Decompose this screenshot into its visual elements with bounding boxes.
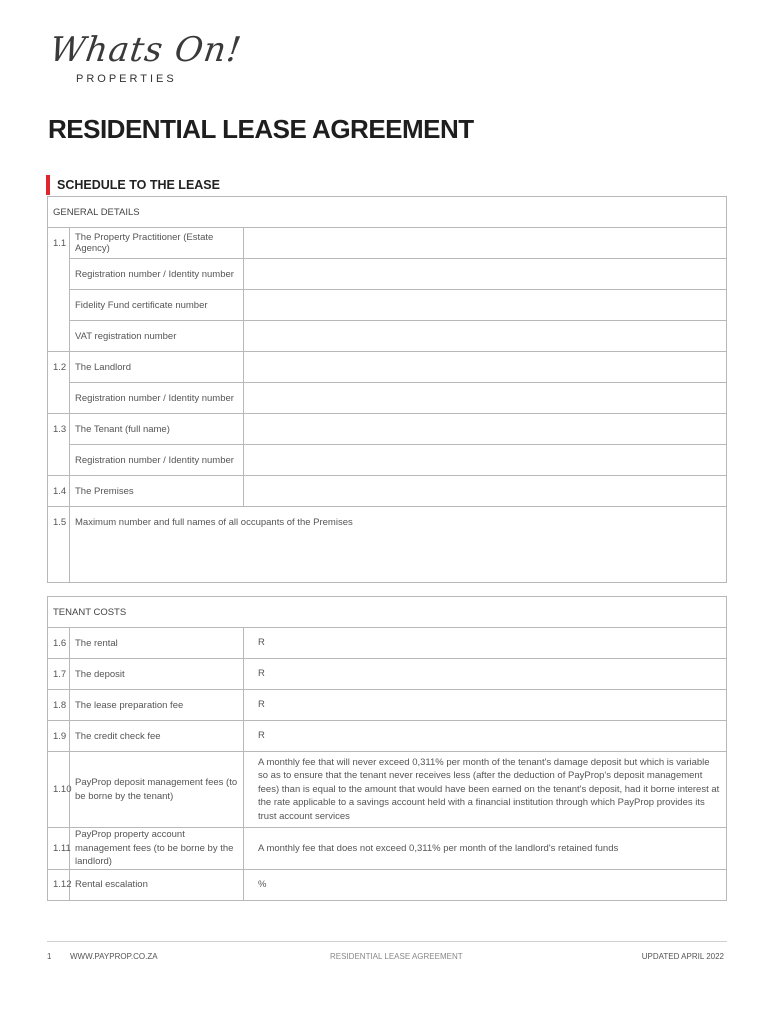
- field-label: The Tenant (full name): [70, 414, 244, 445]
- footer-divider: [47, 941, 727, 942]
- footer-website-link[interactable]: WWW.PAYPROP.CO.ZA: [70, 952, 158, 961]
- field-input[interactable]: [244, 445, 727, 476]
- field-label: The Landlord: [70, 352, 244, 383]
- field-input[interactable]: [244, 321, 727, 352]
- credit-check-input[interactable]: R: [244, 721, 727, 752]
- field-label: The rental: [70, 628, 244, 659]
- field-label: Registration number / Identity number: [70, 445, 244, 476]
- field-label: The Property Practitioner (Estate Agency): [70, 228, 244, 259]
- occupants-field[interactable]: Maximum number and full names of all occupants of the Premises: [70, 507, 727, 583]
- table-header: TENANT COSTS: [48, 597, 727, 628]
- row-number: 1.2: [48, 352, 70, 414]
- footer-updated-date: UPDATED APRIL 2022: [641, 952, 724, 961]
- field-input[interactable]: [244, 476, 727, 507]
- page-number: 1: [47, 952, 52, 961]
- field-label: The credit check fee: [70, 721, 244, 752]
- field-input[interactable]: [244, 228, 727, 259]
- logo-subtitle: PROPERTIES: [76, 73, 177, 85]
- field-label: PayProp deposit management fees (to be borne by the tenant): [70, 752, 244, 828]
- document-title: RESIDENTIAL LEASE AGREEMENT: [48, 114, 474, 144]
- escalation-input[interactable]: %: [244, 869, 727, 900]
- field-label: VAT registration number: [70, 321, 244, 352]
- field-input[interactable]: [244, 414, 727, 445]
- company-logo: [47, 30, 245, 90]
- field-input[interactable]: [244, 290, 727, 321]
- field-label: Rental escalation: [70, 869, 244, 900]
- field-label: PayProp property account management fees (to be borne by the landlord): [70, 828, 244, 870]
- field-label: The lease preparation fee: [70, 690, 244, 721]
- field-input[interactable]: [244, 259, 727, 290]
- row-number: 1.5: [48, 507, 70, 583]
- row-number: 1.4: [48, 476, 70, 507]
- field-label: The Premises: [70, 476, 244, 507]
- field-label: The deposit: [70, 659, 244, 690]
- lease-fee-input[interactable]: R: [244, 690, 727, 721]
- row-number: 1.3: [48, 414, 70, 476]
- row-number: 1.12: [48, 869, 70, 900]
- field-label: Registration number / Identity number: [70, 259, 244, 290]
- account-management-fee-text: A monthly fee that does not exceed 0,311% per month of the landlord's retained funds: [244, 828, 727, 870]
- row-number: 1.9: [48, 721, 70, 752]
- general-details-table: [47, 196, 727, 583]
- table-header: GENERAL DETAILS: [48, 197, 727, 228]
- footer-document-name: RESIDENTIAL LEASE AGREEMENT: [330, 952, 463, 961]
- deposit-management-fee-text: A monthly fee that will never exceed 0,311% per month of the tenant's damage deposit but which is variable so as to ensure that the tenant never receives less (after the deduction of PayProp's deposit management fees) than is equal to the amount that would have been earned on the tenant's deposit, had it borne interest at the rate applicable to a savings account held with a financial institution through which PayProp provides its trust account services: [244, 752, 727, 828]
- section-title: SCHEDULE TO THE LEASE: [57, 178, 220, 192]
- logo-script-text: Whats On!: [47, 30, 245, 70]
- field-input[interactable]: [244, 383, 727, 414]
- row-number: 1.6: [48, 628, 70, 659]
- rental-input[interactable]: R: [244, 628, 727, 659]
- row-number: 1.8: [48, 690, 70, 721]
- row-number: 1.10: [48, 752, 70, 828]
- field-label: Registration number / Identity number: [70, 383, 244, 414]
- deposit-input[interactable]: R: [244, 659, 727, 690]
- row-number: 1.11: [48, 828, 70, 870]
- row-number: 1.7: [48, 659, 70, 690]
- tenant-costs-table: [47, 596, 727, 901]
- field-label: Fidelity Fund certificate number: [70, 290, 244, 321]
- section-accent-bar: [46, 175, 50, 195]
- row-number: 1.1: [48, 228, 70, 352]
- field-input[interactable]: [244, 352, 727, 383]
